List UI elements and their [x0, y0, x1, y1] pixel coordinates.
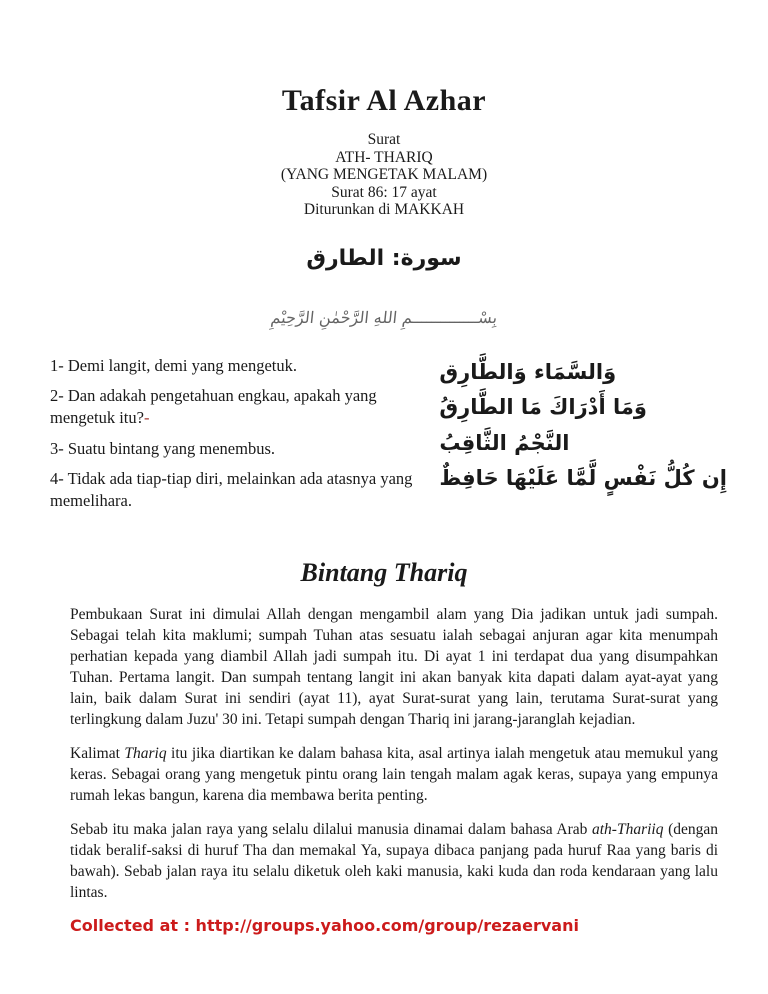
- verse-translation-text: 1- Demi langit, demi yang mengetuk.: [50, 355, 297, 375]
- verse-translation-2: [50, 385, 439, 429]
- section-heading: Bintang Thariq: [300, 557, 468, 587]
- subtitle-line: ATH- THARIQ: [335, 148, 433, 166]
- bismillah-calligraphy: بِسْــــــــــــــمِ اللهِ الرَّحْمٰنِ الرَّحِيْمِ: [269, 307, 499, 327]
- paragraph-3: [70, 819, 718, 903]
- italic-term: Thariq: [124, 744, 167, 762]
- paragraph-text: Pembukaan Surat ini dimulai Allah dengan mengambil alam yang Dia jadikan untuk jadi sumpah. Sebagai telah kita maklumi; sumpah Tuhan atas sesuatu ialah sebagai anjuran agar kita menumpah perhatian kepada yang diambil Allah jadi sumpah itu. Di ayat 1 ini terdapat dua yang disumpahkan Tuhan. Pertama langit. Dan sumpah tentang langit ini akan banyak kita dapati dalam ayat-ayat yang lain, baik dalam Surat ini sendiri (ayat 11), ayat Surat-surat yang lain, terutama Surat-surat yang terlingkung dalam Juzu' 30 ini. Tetapi sumpah dengan Thariq ini jarang-jaranglah kejadian.: [70, 605, 718, 728]
- verse-translation-text: 4- Tidak ada tiap-tiap diri, melainkan ada atasnya yang memelihara.: [50, 469, 413, 510]
- subtitle-line: Surat: [367, 131, 401, 148]
- verse-translations: [50, 355, 439, 521]
- verse-translation-4: [50, 468, 439, 512]
- subtitle-line: Diturunkan di MAKKAH: [303, 201, 465, 218]
- tafsir-body: [0, 604, 768, 903]
- paragraph-text: (dengan tidak beralif-saksi di huruf Tha dan memakal Ya, supaya dibaca panjang pada huruf Raa yang baris di bawah). Sebab jalan raya itu selalu diketuk oleh kaki manusia, kaki kuda dan roda kendaraan yang lalu lintas.: [70, 820, 719, 901]
- paragraph-1: [70, 604, 718, 730]
- subtitle-line: Surat 86: 17 ayat: [331, 183, 437, 201]
- paragraph-text: itu jika diartikan ke dalam bahasa kita, asal artinya ialah mengetuk atau memukul yang keras. Sebagai orang yang mengetuk pintu orang lain tengah malam agak keras, supaya yang empunya rumah lekas bangun, karena dia membawa berita penting.: [70, 744, 719, 804]
- surah-title-arabic: سورة: الطارق: [306, 245, 462, 271]
- paragraph-text: Kalimat: [70, 744, 125, 762]
- verses-section: [0, 355, 768, 521]
- verse-arabic-column: [439, 355, 727, 521]
- verse-translation-text: 2- Dan adakah pengetahuan engkau, apakah yang mengetuk itu?: [50, 386, 377, 427]
- verse-arabic-2: وَمَا أَدْرَاكَ مَا الطَّارِقُ: [439, 395, 647, 419]
- verse-arabic-3: النَّجْمُ الثَّاقِبُ: [439, 430, 570, 455]
- subtitle-line: (YANG MENGETAK MALAM): [280, 166, 488, 183]
- paragraph-text: Sebab itu maka jalan raya yang selalu dilalui manusia dinamai dalam bahasa Arab: [70, 820, 592, 838]
- collected-at-note: Collected at : http://groups.yahoo.com/group/rezaervani: [70, 915, 579, 935]
- verse-translation-3: [50, 438, 439, 460]
- surah-header-block: [0, 131, 768, 219]
- verse-translation-text: 3- Suatu bintang yang menembus.: [50, 438, 276, 458]
- italic-term: ath-Thariiq: [592, 820, 664, 838]
- red-dash-mark: -: [143, 408, 150, 427]
- document-title: Tafsir Al Azhar: [281, 84, 487, 117]
- verse-translation-1: [50, 355, 439, 377]
- verse-arabic-4: إِن كُلُّ نَفْسٍ لَّمَّا عَلَيْهَا حَافِظٌ: [439, 466, 727, 490]
- paragraph-2: [70, 743, 718, 806]
- verse-arabic-1: وَالسَّمَاء وَالطَّارِق: [439, 359, 617, 384]
